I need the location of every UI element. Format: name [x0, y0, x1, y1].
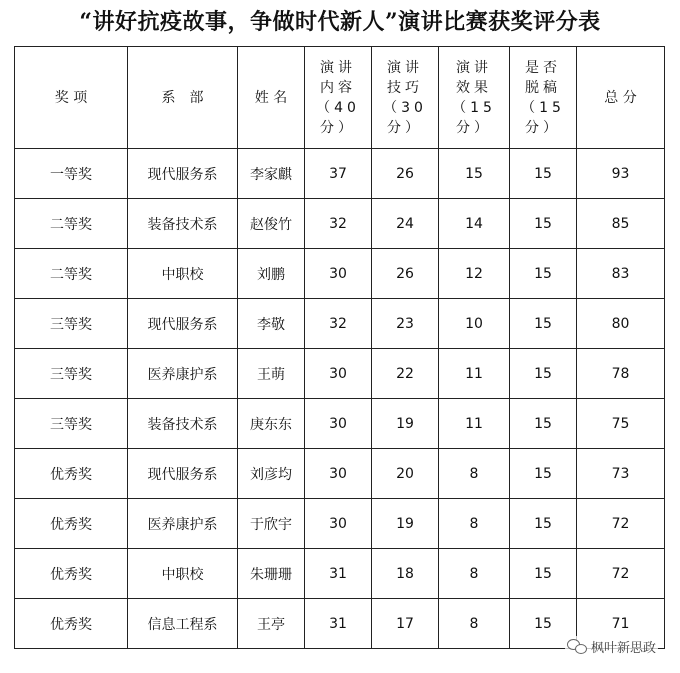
cell-technique: 26 — [372, 249, 439, 299]
cell-content: 37 — [305, 149, 372, 199]
cell-content: 31 — [305, 599, 372, 649]
cell-technique: 19 — [372, 399, 439, 449]
cell-department: 装备技术系 — [128, 199, 238, 249]
cell-technique: 19 — [372, 499, 439, 549]
header-content: 演讲 内容 （40 分） — [305, 47, 372, 149]
table-row — [15, 549, 665, 599]
table-row — [15, 499, 665, 549]
table-header-row — [15, 47, 665, 149]
cell-technique: 17 — [372, 599, 439, 649]
cell-effect: 8 — [439, 599, 510, 649]
cell-content: 30 — [305, 449, 372, 499]
cell-department: 现代服务系 — [128, 449, 238, 499]
header-effect: 演讲 效果 （15 分） — [439, 47, 510, 149]
cell-offscript: 15 — [510, 149, 577, 199]
cell-award: 一等奖 — [15, 149, 128, 199]
watermark — [565, 636, 658, 656]
score-table — [14, 46, 665, 649]
cell-technique: 18 — [372, 549, 439, 599]
cell-total: 75 — [577, 399, 665, 449]
cell-offscript: 15 — [510, 499, 577, 549]
cell-offscript: 15 — [510, 399, 577, 449]
cell-offscript: 15 — [510, 249, 577, 299]
cell-effect: 11 — [439, 399, 510, 449]
cell-total: 71 — [577, 599, 665, 649]
cell-total: 83 — [577, 249, 665, 299]
cell-offscript: 15 — [510, 599, 577, 649]
cell-total: 72 — [577, 549, 665, 599]
cell-name: 朱珊珊 — [238, 549, 305, 599]
cell-total: 73 — [577, 449, 665, 499]
cell-offscript: 15 — [510, 199, 577, 249]
cell-name: 李家麒 — [238, 149, 305, 199]
cell-department: 现代服务系 — [128, 299, 238, 349]
cell-content: 30 — [305, 249, 372, 299]
cell-effect: 14 — [439, 199, 510, 249]
header-department: 系 部 — [128, 47, 238, 149]
wechat-icon — [567, 638, 587, 654]
page-title: “讲好抗疫故事，争做时代新人”演讲比赛获奖评分表 — [79, 9, 601, 35]
cell-content: 32 — [305, 299, 372, 349]
cell-award: 优秀奖 — [15, 449, 128, 499]
cell-total: 85 — [577, 199, 665, 249]
table-row — [15, 149, 665, 199]
cell-offscript: 15 — [510, 549, 577, 599]
cell-effect: 11 — [439, 349, 510, 399]
cell-technique: 26 — [372, 149, 439, 199]
cell-total: 93 — [577, 149, 665, 199]
watermark-text: 枫叶新思政 — [590, 640, 656, 656]
cell-content: 31 — [305, 549, 372, 599]
cell-effect: 15 — [439, 149, 510, 199]
cell-offscript: 15 — [510, 349, 577, 399]
table-row — [15, 349, 665, 399]
cell-department: 中职校 — [128, 249, 238, 299]
cell-offscript: 15 — [510, 299, 577, 349]
cell-total: 78 — [577, 349, 665, 399]
cell-department: 医养康护系 — [128, 499, 238, 549]
cell-total: 72 — [577, 499, 665, 549]
cell-name: 赵俊竹 — [238, 199, 305, 249]
cell-name: 王萌 — [238, 349, 305, 399]
table-row — [15, 249, 665, 299]
cell-name: 王亭 — [238, 599, 305, 649]
cell-content: 30 — [305, 349, 372, 399]
cell-department: 中职校 — [128, 549, 238, 599]
cell-award: 二等奖 — [15, 199, 128, 249]
cell-award: 三等奖 — [15, 399, 128, 449]
cell-effect: 10 — [439, 299, 510, 349]
cell-offscript: 15 — [510, 449, 577, 499]
cell-content: 30 — [305, 499, 372, 549]
cell-effect: 8 — [439, 549, 510, 599]
cell-technique: 24 — [372, 199, 439, 249]
table-row — [15, 399, 665, 449]
cell-department: 装备技术系 — [128, 399, 238, 449]
cell-award: 优秀奖 — [15, 499, 128, 549]
cell-award: 三等奖 — [15, 299, 128, 349]
cell-award: 优秀奖 — [15, 549, 128, 599]
cell-total: 80 — [577, 299, 665, 349]
cell-department: 医养康护系 — [128, 349, 238, 399]
cell-department: 现代服务系 — [128, 149, 238, 199]
table-row — [15, 449, 665, 499]
cell-technique: 23 — [372, 299, 439, 349]
cell-technique: 20 — [372, 449, 439, 499]
header-total: 总 分 — [577, 47, 665, 149]
cell-name: 刘鹏 — [238, 249, 305, 299]
cell-effect: 8 — [439, 499, 510, 549]
cell-name: 李敬 — [238, 299, 305, 349]
cell-technique: 22 — [372, 349, 439, 399]
cell-name: 庚东东 — [238, 399, 305, 449]
cell-name: 于欣宇 — [238, 499, 305, 549]
cell-effect: 12 — [439, 249, 510, 299]
header-award: 奖 项 — [15, 47, 128, 149]
table-row — [15, 299, 665, 349]
header-name: 姓 名 — [238, 47, 305, 149]
cell-award: 优秀奖 — [15, 599, 128, 649]
cell-effect: 8 — [439, 449, 510, 499]
header-offscript: 是否 脱稿 （15 分） — [510, 47, 577, 149]
cell-award: 三等奖 — [15, 349, 128, 399]
cell-award: 二等奖 — [15, 249, 128, 299]
header-technique: 演讲 技巧 （30 分） — [372, 47, 439, 149]
cell-content: 30 — [305, 399, 372, 449]
cell-content: 32 — [305, 199, 372, 249]
table-row — [15, 199, 665, 249]
cell-name: 刘彦均 — [238, 449, 305, 499]
cell-department: 信息工程系 — [128, 599, 238, 649]
